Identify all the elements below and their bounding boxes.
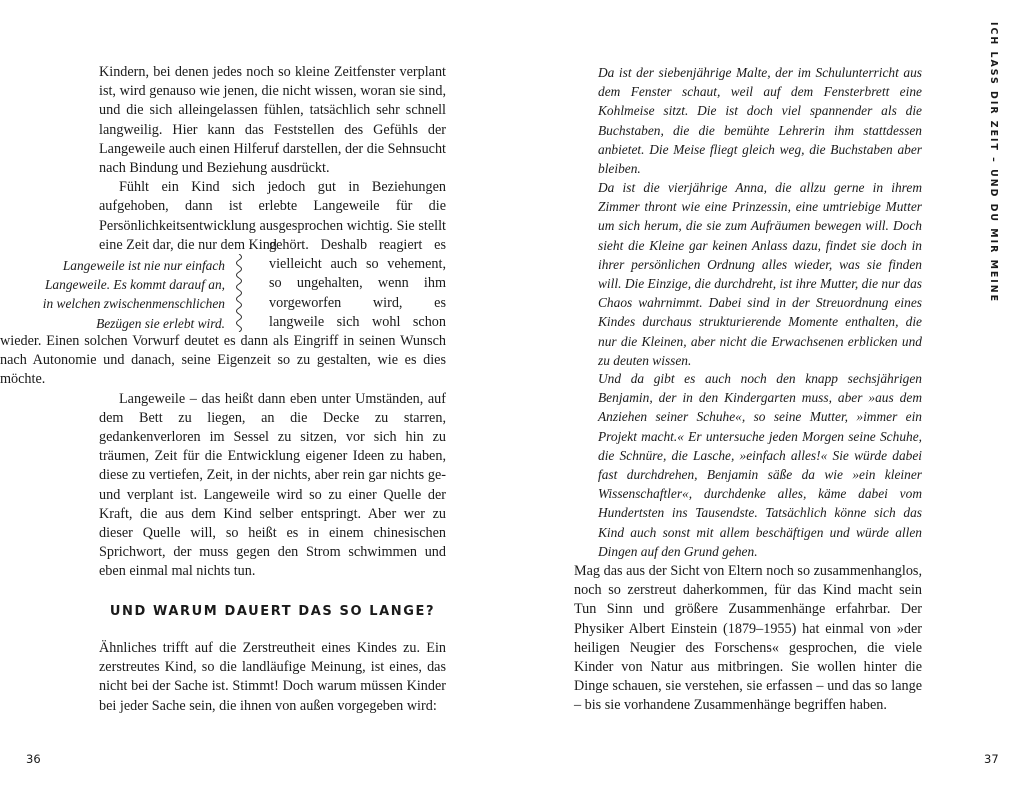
section-heading: UND WARUM DAUERT DAS SO LANGE? <box>109 604 436 619</box>
paragraph: Ähnliches trifft auf die Zerstreutheit eines Kindes zu. Ein zerstreutes Kind, so die landläufige Meinung, ist eines, das nicht bei der Sache ist. Stimmt! Doch warum müssen Kinder bei jeder Sache sein, die ihnen von außen vorgegeben wird: <box>99 640 446 714</box>
example-block <box>598 369 922 561</box>
example-block <box>598 63 922 178</box>
paragraph: Langeweile – das heißt dann eben unter Umständen, auf dem Bett zu liegen, an die Decke zu starren, gedankenverloren im Sessel zu sitzen, vor sich hin zu träumen, Zeit für die Entwicklung eigener Ideen zu haben, diese zu vertiefen, Zeit, in der nichts, aber rein gar nichts ge- und verplant ist. Langeweile wird so zu einer Quelle der Kraft, die aus dem Kind selber entspringt. Aber wer zu dieser Quelle will, so heißt es in einem chinesischen Sprichwort, der muss gegen den Strom schwimmen und eben einmal mal nichts tun. <box>99 390 446 580</box>
right-page <box>510 0 1020 793</box>
left-bottom-text <box>99 639 446 716</box>
page-number: 37 <box>984 752 999 766</box>
paragraph: Fühlt ein Kind sich jedoch gut in Beziehungen aufgehoben, dann ist erlebte Langeweile für die Persönlichkeitsentwicklung ausgesprochen wichtig. Sie stellt eine Zeit dar, die nur dem Kind <box>99 179 446 253</box>
example-text: Da ist die vierjährige Anna, die allzu gerne in ihrem Zimmer thront wie eine Prinzessin, eine umtriebige Mutter um sich herum, die sie zum Aufräumen bewegen will. Doch sieht die Kleine gar keinen Anlass dazu, findet sie doch in ihrer persönlichen Ordnung alles wieder, was sie finden will. Die Einzige, die durchdreht, ist ihre Mutter, die nur das Chaos wahrnimmt. Dabei sind in der Streuordnung eines Kindes durchaus strukturierende Momente enthalten, die nur die Kleinen, aber nicht die Erwachsenen erblicken und zu deuten wissen. <box>598 180 922 368</box>
squiggle-ornament <box>232 254 246 332</box>
pullquote: Langeweile ist nie nur einfach Langeweile. Es kommt darauf an, in welchen zwischenmenschlichen Bezügen sie erlebt wird. <box>42 258 225 331</box>
running-head: ICH LASS DIR ZEIT – UND DU MIR MEINE <box>988 22 999 304</box>
example-block <box>598 178 922 370</box>
left-top-text <box>99 63 446 255</box>
page-number: 36 <box>26 752 41 766</box>
paragraph: Mag das aus der Sicht von Eltern noch so zusammenhanglos, noch so zerstreut daherkommen, für das Kind macht sein Tun Sinn und größere Zusammenhänge erfahrbar. Der Physiker Albert Einstein (1879–1955) hat einmal von »der heiligen Neugier des Forschens« gesprochen, die viele Kinder von Natur aus mitbringen. Sie wollen hinter die Dinge schauen, sie verstehen, sie erfassen – und das so lange – bis sie vorhandene Zusammenhänge begriffen haben. <box>574 563 922 714</box>
paragraph: gehört. Deshalb reagiert es vielleicht auch so vehement, so ungehalten, wenn ihm vorgeworfen wird, es langweile sich wohl schon wieder. Einen solchen Vorwurf deutet es dann als Eingriff in seinen Wunsch nach Autonomie und danach, seine Eigenzeit so zu gestalten, wie es dies möchte. <box>0 237 446 388</box>
right-bottom-text <box>574 562 922 716</box>
example-text: Und da gibt es auch noch den knapp sechsjährigen Benjamin, der in den Kindergarten muss, aber »aus dem Anziehen seiner Schuhe«, so seine Mutter, »immer ein Projekt macht.« Er untersuche jeden Morgen seine Schuhe, die Schnüre, die Lasche, »einfach alles!« Sie würde dabei fast durchdrehen, Benjamin säße da wie »ein kleiner Wissenschaftler«, durchdenke alles, käme dabei vom Hundertsten ins Tausendste. Tatsächlich könne sich das Kind auch sonst mit allem beschäftigen und würde allen Dingen auf den Grund gehen. <box>598 371 922 559</box>
example-text: Da ist der siebenjährige Malte, der im Schulunterricht aus dem Fenster schaut, weil auf dem Fensterbrett eine Kohlmeise sitzt. Die ist doch viel spannender als die Buchstaben, die die bemühte Lehrerin ihm stattdessen anbietet. Die Meise fliegt gleich weg, die Buchstaben aber bleiben. <box>598 65 922 177</box>
paragraph: Kindern, bei denen jedes noch so kleine Zeitfenster verplant ist, wird genauso wie jenen, die nicht wissen, woran sie sind, und die sich alleingelassen fühlen, tatsächlich sehr schnell langweilig. Hier kann das Feststellen des Gefühls der Langeweile auch einen Hilferuf darstellen, der die Sehnsucht nach Bindung und Beziehung ausdrückt. <box>99 64 446 177</box>
